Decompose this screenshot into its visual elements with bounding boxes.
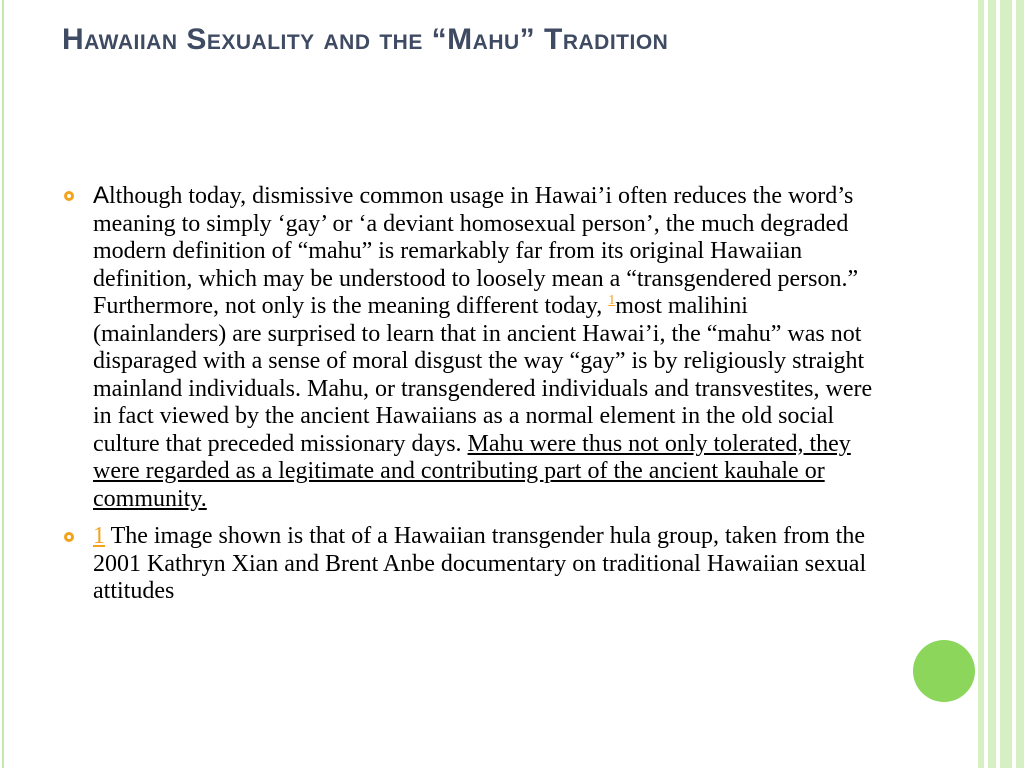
bullet-item-footnote <box>62 523 882 606</box>
bullet-underlined-text: Mahu were thus not only tolerated, they were regarded as a legitimate and contributing part of the ancient kauhale or community. <box>93 430 851 512</box>
slide-title: Hawaiian Sexuality and the “Mahu” Tradition <box>62 23 669 56</box>
bullet-first-letter: A <box>93 182 110 209</box>
footnote-text: The image shown is that of a Hawaiian transgender hula group, taken from the 2001 Kathryn Xian and Brent Anbe documentary on traditional Hawaiian sexual attitudes <box>93 523 867 604</box>
right-border-stripe <box>978 0 984 768</box>
right-border-stripe <box>1016 0 1024 768</box>
left-border-line <box>2 0 4 768</box>
bullet-text-part: lthough today, dismissive common usage in Hawai’i often reduces the word’s meaning to simply ‘gay’ or ‘a deviant homosexual person’, the much degraded modern definition of “mahu” is remarkably far from its original Hawaiian definition, which may be understood to loosely mean a “transgendered person.” Furthermore, not only is the meaning different today, <box>93 183 859 319</box>
footnote-number-link[interactable]: 1 <box>93 523 105 549</box>
right-border-stripe <box>988 0 996 768</box>
bullet-text-part: most malihini (mainlanders) are surprised to learn that in ancient Hawai’i, the “mahu” was not disparaged with a sense of moral disgust the way “gay” is by religiously straight mainland individuals. Mahu, or transgendered individuals and transvestites, were in fact viewed by the ancient Hawaiians as a normal element in the old social culture that preceded missionary days. <box>93 293 873 457</box>
right-border-stripe <box>1000 0 1012 768</box>
footnote-reference-link[interactable]: 1 <box>608 293 616 308</box>
bullet-ring-icon <box>64 191 74 201</box>
bullet-ring-icon <box>64 532 74 542</box>
green-circle-decoration <box>913 640 975 702</box>
bullet-list <box>62 182 882 616</box>
bullet-item-main <box>62 182 882 513</box>
